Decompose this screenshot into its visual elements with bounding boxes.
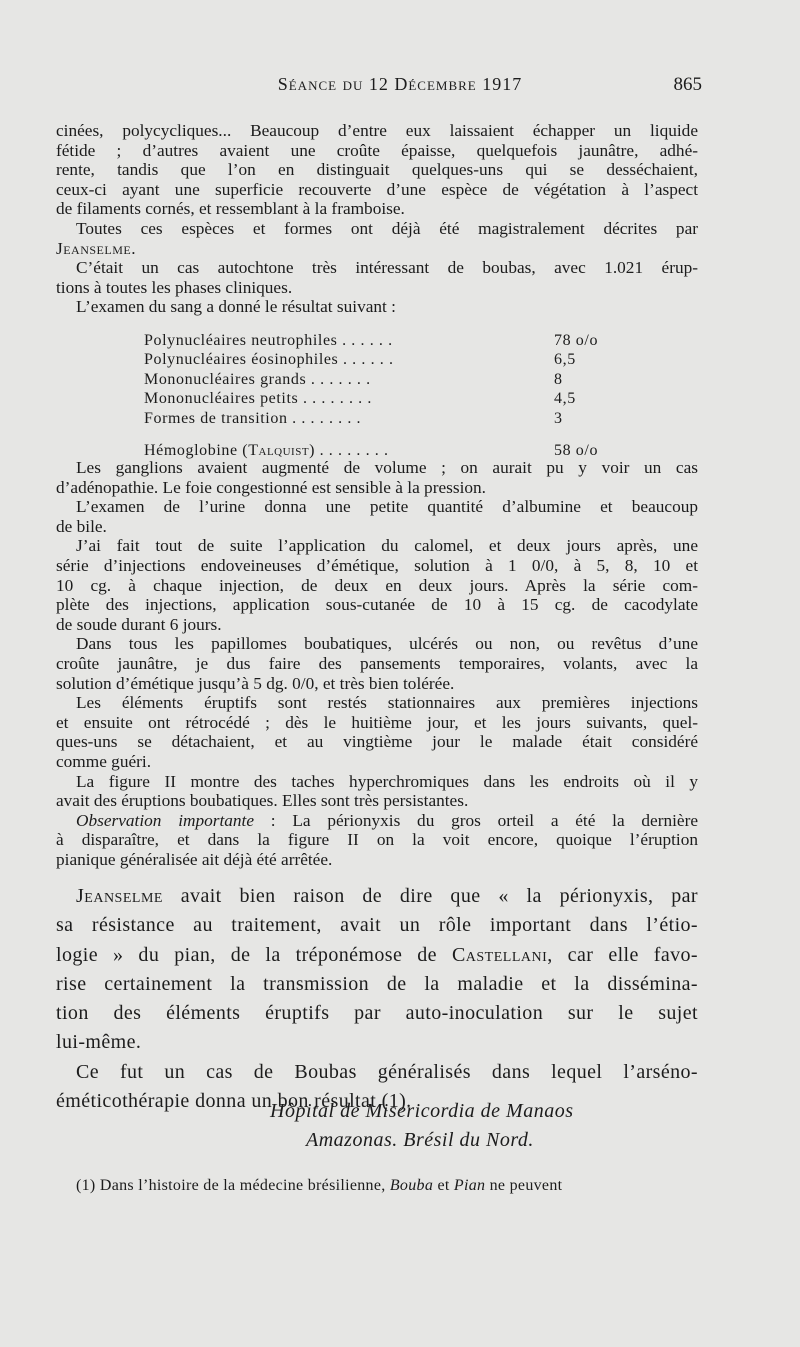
author-name: Jeanselme [76, 885, 163, 907]
paragraph-9 [56, 693, 698, 771]
text-line: et ensuite ont rétrocédé ; dès le huitième jour, et les jours suivants, quel- [56, 712, 698, 732]
text-line: avait des éruptions boubatiques. Elles sont très persistantes. [56, 791, 469, 811]
text-line: ques-uns se détachaient, et au vingtième jour le malade était considéré [56, 732, 698, 752]
text-line: J’ai fait tout de suite l’application du calomel, et deux jours après, une [76, 536, 698, 556]
row-value: 4,5 [554, 390, 576, 408]
paragraph-8 [56, 634, 698, 693]
text-part: avait bien raison de dire que « la périonyxis, par [162, 885, 698, 907]
page-number: 865 [673, 74, 702, 95]
signature-line-2: Amazonas. Brésil du Nord. [306, 1129, 534, 1151]
text-line: pianique généralisée ait déjà été arrêtée. [56, 849, 333, 869]
text-part: : La périonyxis du gros orteil a été la dernière [254, 810, 698, 830]
text-part: et [433, 1177, 454, 1194]
row-label: Formes de transition . . . . . . . . [144, 409, 362, 427]
text-line: de filaments cornés, et ressemblant à la framboise. [56, 199, 405, 219]
row-label: Polynucléaires neutrophiles . . . . . . [144, 332, 393, 349]
italic-lead: Observation importante [76, 810, 255, 830]
text-line: tion des éléments éruptifs par auto-inoculation sur le sujet [56, 1002, 698, 1025]
paragraph-2 [56, 219, 698, 258]
paragraph-10 [56, 772, 698, 811]
text-line: éméticothérapie donna un bon résultat (1). [56, 1090, 412, 1113]
text-line: 10 cg. à chaque injection, de deux en deux jours. Après la série com- [56, 575, 698, 595]
table-row [144, 389, 644, 408]
paragraph-3 [56, 258, 698, 297]
conclusion-paragraph-1 [56, 882, 698, 1058]
table-row [144, 409, 644, 428]
text-line: rente, tandis que l’on en distinguait quelques-uns qui se desséchaient, [56, 160, 698, 180]
text-line: série d’injections endoveineuses d’émétique, solution à 1 0/0, à 5, 8, 10 et [56, 555, 698, 575]
table-row [144, 370, 644, 389]
text-line: de bile. [56, 516, 107, 536]
author-name: Jeanselme. [56, 238, 137, 258]
text-line [56, 941, 698, 970]
body-text-middle [56, 458, 698, 869]
text-line: Toutes ces espèces et formes ont déjà été magistralement décrites par [76, 218, 698, 238]
label-part: ) . . . . . . . . [309, 441, 389, 459]
author-name: Talquist [248, 441, 310, 459]
italic-term: Bouba [389, 1177, 434, 1194]
text-line: L’examen de l’urine donna une petite quantité d’albumine et beaucoup [76, 497, 698, 517]
paragraph-7 [56, 536, 698, 634]
row-label: Polynucléaires éosinophiles . . . . . . [144, 351, 394, 369]
text-line: Dans tous les papillomes boubatiques, ulcérés ou non, ou revêtus d’une [76, 634, 698, 654]
body-text-large [56, 882, 698, 1116]
text-part: logie » du pian, de la tréponémose de [56, 943, 452, 966]
label-part: Hémoglobine ( [144, 441, 249, 459]
text-line: d’adénopathie. Le foie congestionné est sensible à la pression. [56, 477, 486, 497]
row-label: Mononucléaires grands . . . . . . . [144, 370, 371, 388]
row-value: 58 o/o [554, 441, 599, 459]
text-line: comme guéri. [56, 751, 152, 771]
row-value: 6,5 [554, 351, 576, 369]
text-line: Ce fut un cas de Boubas généralisés dans lequel l’arséno- [76, 1060, 698, 1083]
text-line: solution d’émétique jusqu’à 5 dg. 0/0, et très bien tolérée. [56, 673, 455, 693]
text-line: croûte jaunâtre, je dus faire des pansements temporaires, volants, avec la [56, 653, 698, 673]
paragraph-4: L’examen du sang a donné le résultat suivant : [76, 297, 396, 317]
body-text-top [56, 121, 698, 317]
italic-term: Pian [453, 1177, 486, 1194]
table-row [144, 350, 644, 369]
paragraph-6 [56, 497, 698, 536]
text-part: ne peuvent [485, 1177, 563, 1194]
text-line: Les éléments éruptifs sont restés stationnaires aux premières injections [76, 693, 698, 713]
text-line: rise certainement la transmission de la maladie et la dissémina- [56, 972, 698, 995]
text-line: La figure II montre des taches hyperchromiques dans les endroits où il y [76, 771, 698, 791]
text-part: , car elle favo- [547, 943, 698, 966]
text-line: cinées, polycycliques... Beaucoup d’entre eux laissaient échapper un liquide [56, 121, 698, 140]
paragraph-1 [56, 121, 698, 219]
text-line: tions à toutes les phases cliniques. [56, 277, 293, 297]
table-row [144, 331, 644, 350]
text-line [56, 882, 698, 911]
text-line: plète des injections, application sous-cutanée de 10 à 15 cg. de cacodylate [56, 595, 698, 615]
running-header [0, 74, 800, 98]
paragraph-11 [56, 811, 698, 870]
paragraph-5 [56, 458, 698, 497]
text-line: C’était un cas autochtone très intéressant de boubas, avec 1.021 érup- [76, 258, 698, 278]
text-line: de soude durant 6 jours. [56, 614, 222, 634]
text-line [56, 811, 698, 831]
row-value: 78 o/o [554, 332, 599, 349]
text-line: lui-même. [56, 1031, 142, 1054]
text-line: ceux-ci ayant une superficie recouverte d’une espèce de végétation à l’aspect [56, 179, 698, 199]
author-name: Castellani [451, 943, 548, 966]
row-value: 3 [554, 409, 563, 427]
text-line: Les ganglions avaient augmenté de volume ; on aurait pu y voir un cas [76, 458, 698, 477]
header-title: Séance du 12 Décembre 1917 [277, 74, 523, 94]
row-label: Mononucléaires petits . . . . . . . . [144, 390, 372, 408]
blood-results-table [144, 331, 644, 460]
signature-line-1: Hôpital de Misericordia de Manaos [270, 1100, 574, 1122]
text-line: fétide ; d’autres avaient une croûte épaisse, quelquefois jaunâtre, adhé- [56, 140, 698, 160]
text-part: (1) Dans l’histoire de la médecine brésilienne, [76, 1177, 390, 1194]
row-value: 8 [554, 370, 563, 388]
text-line: à disparaître, et dans la figure II on la voit encore, quoique l’éruption [56, 830, 698, 850]
footnote [76, 1176, 698, 1196]
text-line: sa résistance au traitement, avait un rôle important dans l’étio- [56, 914, 698, 937]
